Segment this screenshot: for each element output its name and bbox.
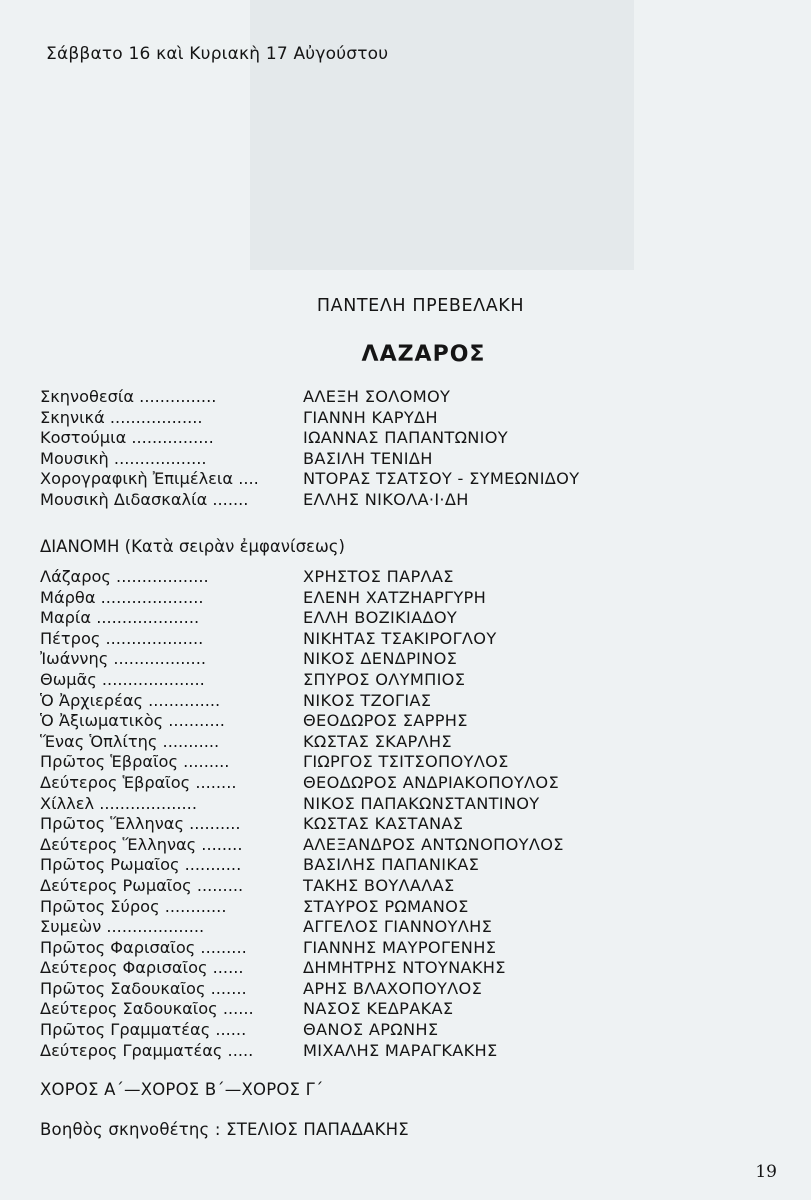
page-number: 19 <box>755 1162 777 1182</box>
cast-actor: ΑΓΓΕΛΟΣ ΓΙΑΝΝΟΥΛΗΣ <box>303 917 493 937</box>
cast-actor: ΕΛΛΗ ΒΟΖΙΚΙΑΔΟΥ <box>303 608 458 628</box>
cast-role: Δεύτερος Γραμματέας ..... <box>40 1040 254 1060</box>
credit-role: Μουσικὴ .................. <box>40 448 207 468</box>
cast-role: Ἕνας Ὁπλίτης ........... <box>40 731 220 751</box>
cast-actor: ΜΙΧΑΛΗΣ ΜΑΡΑΓΚΑΚΗΣ <box>303 1040 498 1060</box>
cast-role: Πρῶτος Φαρισαῖος ......... <box>40 937 247 957</box>
cast-actor: ΝΙΚΟΣ ΠΑΠΑΚΩΝΣΤΑΝΤΙΝΟΥ <box>303 793 540 813</box>
credit-role: Χορογραφικὴ Ἐπιμέλεια .... <box>40 469 259 488</box>
cast-actor: ΧΡΗΣΤΟΣ ΠΑΡΛΑΣ <box>303 567 454 586</box>
cast-actor: ΘΕΟΔΩΡΟΣ ΑΝΔΡΙΑΚΟΠΟΥΛΟΣ <box>303 772 559 792</box>
cast-role: Θωμᾶς .................... <box>40 669 205 689</box>
credit-name: ΑΛΕΞΗ ΣΟΛΟΜΟΥ <box>303 387 451 406</box>
cast-role: Πέτρος ................... <box>40 628 204 648</box>
cast-role: Δεύτερος Ἑβραῖος ........ <box>40 772 237 792</box>
credit-role: Κοστούμια ................ <box>40 428 214 447</box>
cast-actor: ΝΙΚΟΣ ΔΕΝΔΡΙΝΟΣ <box>303 649 458 669</box>
cast-actor: ΒΑΣΙΛΗΣ ΠΑΠΑΝΙΚΑΣ <box>303 855 480 875</box>
cast-role: Δεύτερος Ρωμαῖος ......... <box>40 875 244 895</box>
cast-role: Μάρθα .................... <box>40 587 204 607</box>
assistant-director-line: Βοηθὸς σκηνοθέτης : ΣΤΕΛΙΟΣ ΠΑΠΑΔΑΚΗΣ <box>40 1120 409 1139</box>
cast-role: Πρῶτος Σύρος ............ <box>40 896 227 916</box>
cast-actor: ΝΑΣΟΣ ΚΕΔΡΑΚΑΣ <box>303 999 454 1019</box>
show-through-block <box>250 0 634 270</box>
cast-role: Πρῶτος Σαδουκαῖος ....... <box>40 978 247 998</box>
cast-role: Δεύτερος Ἕλληνας ........ <box>40 834 243 854</box>
cast-actor: ΣΤΑΥΡΟΣ ΡΩΜΑΝΟΣ <box>303 896 469 916</box>
cast-actor: ΘΑΝΟΣ ΑΡΩΝΗΣ <box>303 1020 439 1040</box>
cast-role: Δεύτερος Σαδουκαῖος ...... <box>40 999 254 1019</box>
credit-name: ΙΩΑΝΝΑΣ ΠΑΠΑΝΤΩΝΙΟΥ <box>303 428 508 447</box>
cast-role: Πρῶτος Ρωμαῖος ........... <box>40 855 242 875</box>
credit-name: ΒΑΣΙΛΗ ΤΕΝΙΔΗ <box>303 448 433 468</box>
credit-role: Σκηνικά .................. <box>40 407 203 427</box>
credit-name: ΓΙΑΝΝΗ ΚΑΡΥΔΗ <box>303 407 438 427</box>
credit-role: Μουσικὴ Διδασκαλία ....... <box>40 489 249 509</box>
credit-name: ΕΛΛΗΣ ΝΙΚΟΛΑ·Ι·ΔΗ <box>303 489 469 509</box>
cast-role: Ἰωάννης .................. <box>40 649 206 669</box>
cast-role: Λάζαρος .................. <box>40 567 209 586</box>
cast-heading: ΔΙΑΝΟΜΗ (Κατὰ σειρὰν ἐμφανίσεως) <box>40 537 345 556</box>
cast-role: Μαρία .................... <box>40 608 200 628</box>
cast-actor: ΓΙΩΡΓΟΣ ΤΣΙΤΣΟΠΟΥΛΟΣ <box>303 752 509 772</box>
play-title: ΛΑΖΑΡΟΣ <box>361 342 486 367</box>
cast-actor: ΔΗΜΗΤΡΗΣ ΝΤΟΥΝΑΚΗΣ <box>303 958 506 978</box>
credit-role: Σκηνοθεσία ............... <box>40 387 217 406</box>
cast-actor: ΑΛΕΞΑΝΔΡΟΣ ΑΝΤΩΝΟΠΟΥΛΟΣ <box>303 834 564 854</box>
cast-actor: ΣΠΥΡΟΣ ΟΛΥΜΠΙΟΣ <box>303 669 466 689</box>
cast-actor: ΝΙΚΗΤΑΣ ΤΣΑΚΙΡΟΓΛΟΥ <box>303 628 497 648</box>
cast-role: Πρῶτος Γραμματέας ...... <box>40 1020 247 1040</box>
cast-actor: ΑΡΗΣ ΒΛΑΧΟΠΟΥΛΟΣ <box>303 978 483 998</box>
cast-role: Πρῶτος Ἑβραῖος ......... <box>40 752 230 772</box>
cast-role: Ὁ Ἀξιωματικὸς ........... <box>40 711 225 731</box>
cast-role: Χίλλελ ................... <box>40 793 197 813</box>
chorus-line: ΧΟΡΟΣ Α΄—ΧΟΡΟΣ Β΄—ΧΟΡΟΣ Γ΄ <box>40 1080 324 1099</box>
author-name: ΠΑΝΤΕΛΗ ΠΡΕΒΕΛΑΚΗ <box>316 296 525 316</box>
cast-role: Ὁ Ἀρχιερέας .............. <box>40 690 221 710</box>
cast-role: Δεύτερος Φαρισαῖος ...... <box>40 958 244 978</box>
cast-actor: ΤΑΚΗΣ ΒΟΥΛΑΛΑΣ <box>303 875 455 895</box>
cast-role: Συμεὼν ................... <box>40 917 205 937</box>
credit-name: ΝΤΟΡΑΣ ΤΣΑΤΣΟΥ - ΣΥΜΕΩΝΙΔΟΥ <box>303 469 580 488</box>
cast-role: Πρῶτος Ἕλληνας .......... <box>40 814 241 834</box>
cast-actor: ΚΩΣΤΑΣ ΣΚΑΡΛΗΣ <box>303 731 452 751</box>
cast-actor: ΘΕΟΔΩΡΟΣ ΣΑΡΡΗΣ <box>303 711 468 731</box>
cast-actor: ΓΙΑΝΝΗΣ ΜΑΥΡΟΓΕΝΗΣ <box>303 937 497 957</box>
cast-actor: ΝΙΚΟΣ ΤΖΟΓΙΑΣ <box>303 690 432 710</box>
date-line: Σάββατο 16 καὶ Κυριακὴ 17 Αὐγούστου <box>46 44 389 64</box>
cast-actor: ΕΛΕΝΗ ΧΑΤΖΗΑΡΓΥΡΗ <box>303 587 487 607</box>
cast-actor: ΚΩΣΤΑΣ ΚΑΣΤΑΝΑΣ <box>303 814 464 834</box>
